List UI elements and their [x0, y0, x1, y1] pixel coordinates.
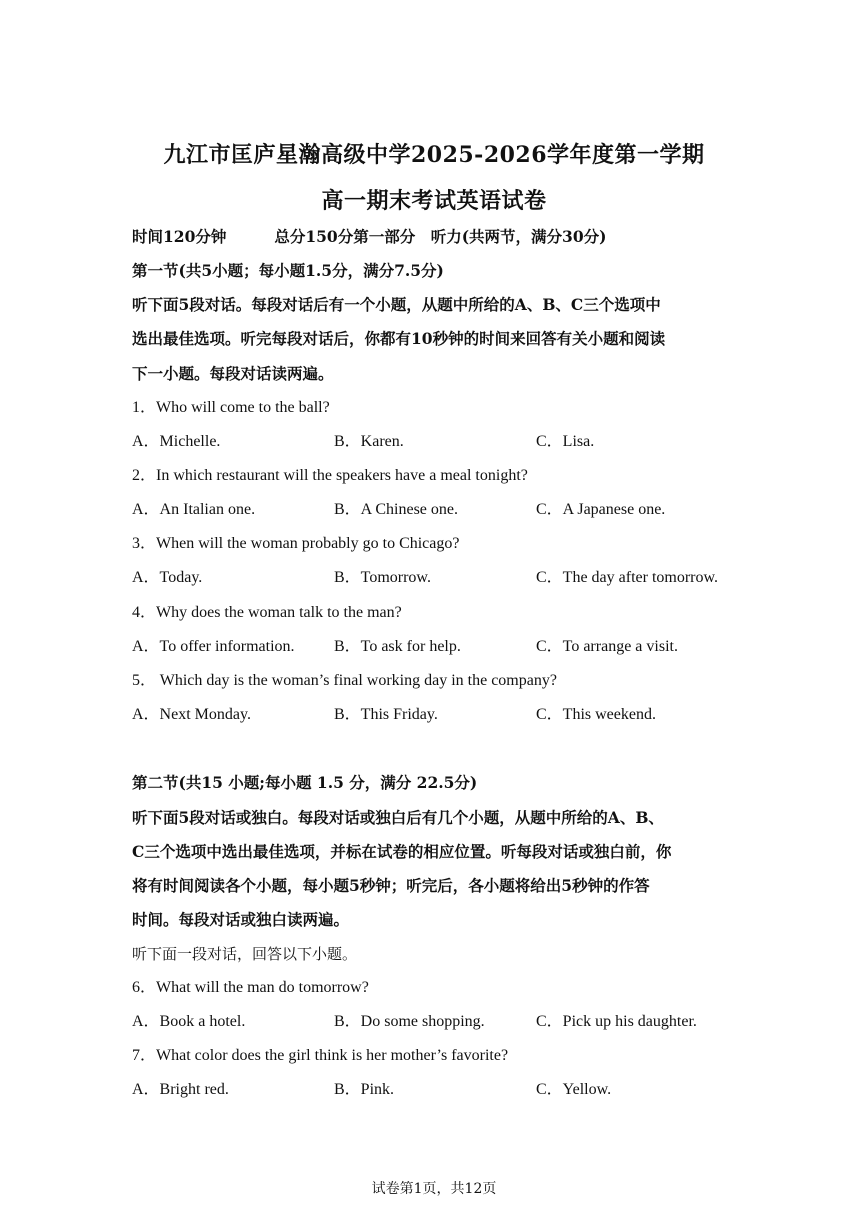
section2-instruction: 时间。每段对话或独白读两遍。: [132, 910, 350, 929]
question-stem: 4．Why does the woman talk to the man?: [132, 604, 402, 621]
section1-instruction: 下一小题。每段对话读两遍。: [132, 364, 334, 383]
option-b: B．This Friday.: [334, 706, 438, 723]
option-c: C．Lisa.: [536, 433, 595, 450]
exam-score-part: 总分150分第一部分 听力(共两节，满分30分): [274, 227, 607, 246]
option-b: B．Karen.: [334, 433, 404, 450]
option-b: B．To ask for help.: [334, 638, 461, 655]
section1-instruction: 选出最佳选项。听完每段对话后，你都有10秒钟的时间来回答有关小题和阅读: [132, 329, 666, 348]
section2-sub-instruction: 听下面一段对话，回答以下小题。: [132, 945, 358, 963]
option-c: C．To arrange a visit.: [536, 638, 678, 655]
exam-info-line: [132, 227, 606, 247]
question-stem: 5． Which day is the woman’s final working day in the company?: [132, 672, 557, 689]
question-stem: 2．In which restaurant will the speakers have a meal tonight?: [132, 467, 528, 484]
option-b: B．Do some shopping.: [334, 1013, 485, 1030]
option-a: A．Bright red.: [132, 1081, 229, 1098]
option-c: C．This weekend.: [536, 706, 656, 723]
section1-instruction: 听下面5段对话。每段对话后有一个小题，从题中所给的A、B、C三个选项中: [132, 295, 661, 314]
option-a: A．Today.: [132, 569, 203, 586]
question-stem: 1．Who will come to the ball?: [132, 399, 330, 416]
section2-instruction: C三个选项中选出最佳选项，并标在试卷的相应位置。听每段对话或独白前，你: [132, 842, 672, 861]
exam-time: 时间120分钟: [132, 227, 227, 246]
section2-instruction: 听下面5段对话或独白。每段对话或独白后有几个小题，从题中所给的A、B、: [132, 808, 664, 827]
option-a: A．An Italian one.: [132, 501, 256, 518]
option-c: C．The day after tomorrow.: [536, 569, 719, 586]
option-a: A．Book a hotel.: [132, 1013, 246, 1030]
option-c: C．Yellow.: [536, 1081, 612, 1098]
option-b: B．Pink.: [334, 1081, 395, 1098]
option-c: C．A Japanese one.: [536, 501, 666, 518]
exam-title-line1: 九江市匡庐星瀚高级中学2025-2026学年度第一学期: [163, 142, 705, 168]
option-c: C．Pick up his daughter.: [536, 1013, 697, 1030]
option-b: B．Tomorrow.: [334, 569, 431, 586]
option-a: A．Next Monday.: [132, 706, 251, 723]
question-stem: 6．What will the man do tomorrow?: [132, 979, 369, 996]
option-a: A．To offer information.: [132, 638, 295, 655]
option-a: A．Michelle.: [132, 433, 221, 450]
exam-title-line2: 高一期末考试英语试卷: [321, 188, 547, 214]
section2-heading: 第二节(共15 小题;每小题 1.5 分，满分 22.5分): [132, 773, 478, 792]
section1-heading: 第一节(共5小题；每小题1.5分，满分7.5分): [132, 261, 444, 280]
question-stem: 3．When will the woman probably go to Chicago?: [132, 535, 460, 552]
page-footer: 试卷第1页，共12页: [371, 1181, 497, 1197]
option-b: B．A Chinese one.: [334, 501, 458, 518]
question-stem: 7．What color does the girl think is her mother’s favorite?: [132, 1047, 509, 1064]
section2-instruction: 将有时间阅读各个小题，每小题5秒钟；听完后，各小题将给出5秒钟的作答: [132, 876, 650, 895]
